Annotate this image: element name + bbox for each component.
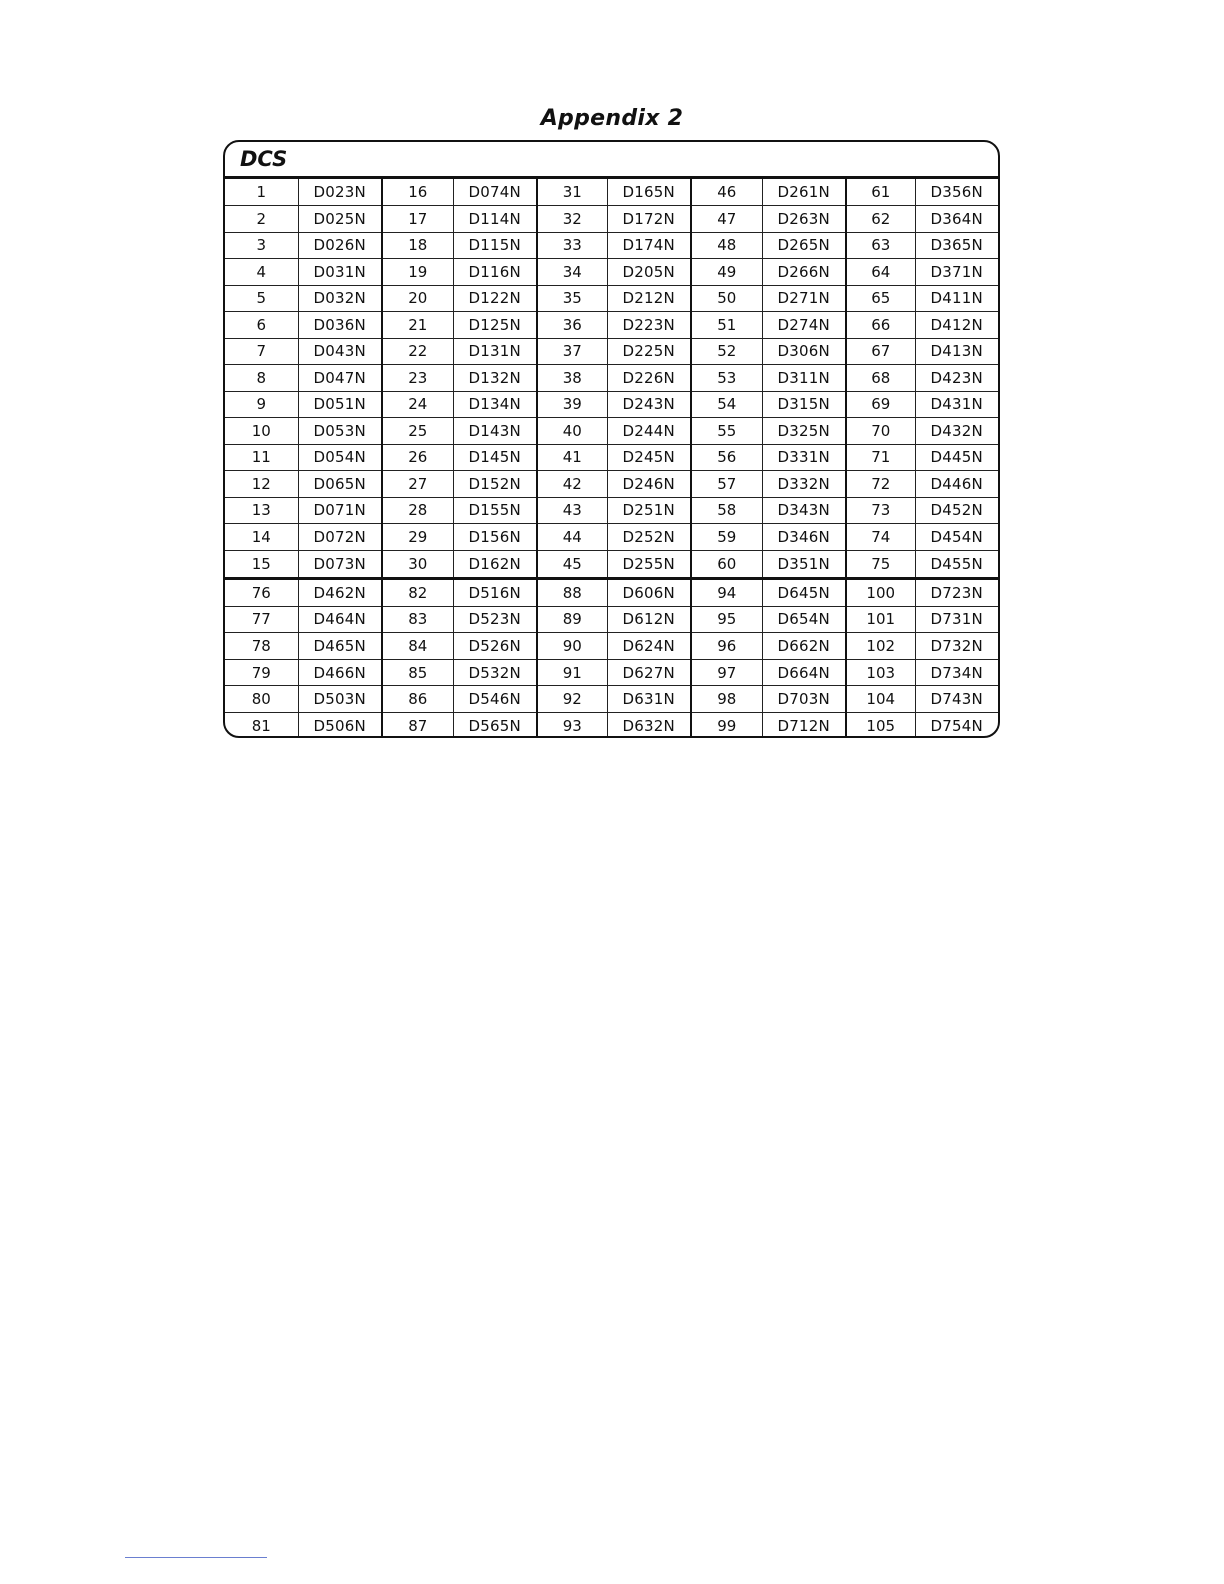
dcs-code-cell: D466N — [298, 659, 382, 686]
dcs-code-cell: D223N — [607, 312, 691, 339]
dcs-index-cell: 98 — [691, 686, 762, 713]
dcs-code-cell: D412N — [915, 312, 998, 339]
dcs-code-cell: D703N — [762, 686, 846, 713]
dcs-index-cell: 96 — [691, 633, 762, 660]
dcs-index-cell: 17 — [382, 206, 453, 233]
dcs-code-cell: D261N — [762, 179, 846, 206]
dcs-code-cell: D156N — [453, 524, 537, 551]
dcs-code-cell: D523N — [453, 606, 537, 633]
dcs-index-cell: 57 — [691, 471, 762, 498]
dcs-code-cell: D465N — [298, 633, 382, 660]
dcs-code-cell: D074N — [453, 179, 537, 206]
dcs-code-cell: D503N — [298, 686, 382, 713]
dcs-code-cell: D265N — [762, 232, 846, 259]
table-row — [225, 524, 998, 551]
dcs-index-cell: 35 — [537, 285, 607, 312]
dcs-index-cell: 7 — [225, 338, 298, 365]
dcs-code-cell: D662N — [762, 633, 846, 660]
dcs-index-cell: 1 — [225, 179, 298, 206]
dcs-index-cell: 83 — [382, 606, 453, 633]
dcs-code-cell: D263N — [762, 206, 846, 233]
table-row — [225, 712, 998, 738]
dcs-code-cell: D266N — [762, 259, 846, 286]
dcs-code-cell: D032N — [298, 285, 382, 312]
dcs-code-cell: D023N — [298, 179, 382, 206]
dcs-index-cell: 24 — [382, 391, 453, 418]
dcs-code-cell: D174N — [607, 232, 691, 259]
dcs-index-cell: 33 — [537, 232, 607, 259]
dcs-index-cell: 45 — [537, 550, 607, 577]
dcs-index-cell: 84 — [382, 633, 453, 660]
dcs-code-cell: D131N — [453, 338, 537, 365]
table-row — [225, 312, 998, 339]
dcs-code-cell: D454N — [915, 524, 998, 551]
dcs-code-cell: D734N — [915, 659, 998, 686]
dcs-index-cell: 38 — [537, 365, 607, 392]
dcs-index-cell: 104 — [846, 686, 915, 713]
dcs-index-cell: 6 — [225, 312, 298, 339]
table-row — [225, 606, 998, 633]
dcs-code-cell: D212N — [607, 285, 691, 312]
dcs-code-cell: D445N — [915, 444, 998, 471]
dcs-code-cell: D226N — [607, 365, 691, 392]
dcs-table-bottom — [225, 580, 998, 739]
dcs-index-cell: 55 — [691, 418, 762, 445]
dcs-code-cell: D631N — [607, 686, 691, 713]
dcs-index-cell: 18 — [382, 232, 453, 259]
dcs-code-cell: D455N — [930, 554, 983, 573]
dcs-code-cell: D654N — [762, 606, 846, 633]
dcs-index-cell: 81 — [225, 712, 298, 738]
dcs-index-cell: 46 — [691, 179, 762, 206]
dcs-index-cell: 3 — [225, 232, 298, 259]
dcs-code-cell: D464N — [298, 606, 382, 633]
dcs-index-cell: 9 — [225, 391, 298, 418]
dcs-index-cell: 40 — [537, 418, 607, 445]
dcs-index-cell: 56 — [691, 444, 762, 471]
dcs-code-cell: D145N — [453, 444, 537, 471]
dcs-code-cell: D051N — [298, 391, 382, 418]
dcs-code-cell: D506N — [298, 712, 382, 738]
dcs-index-cell: 73 — [846, 497, 915, 524]
dcs-index-cell: 77 — [225, 606, 298, 633]
dcs-index-cell: 66 — [846, 312, 915, 339]
dcs-index-cell: 67 — [846, 338, 915, 365]
dcs-code-cell: D271N — [762, 285, 846, 312]
dcs-code-cell: D162N — [453, 550, 537, 577]
table-row — [225, 206, 998, 233]
dcs-code-cell: D031N — [298, 259, 382, 286]
dcs-index-cell: 37 — [537, 338, 607, 365]
dcs-code-cell: D047N — [298, 365, 382, 392]
dcs-code-cell: D632N — [607, 712, 691, 738]
table-row — [225, 285, 998, 312]
table-row — [225, 497, 998, 524]
footnote-rule — [125, 1557, 267, 1558]
dcs-code-cell: D423N — [915, 365, 998, 392]
dcs-code-cell: D054N — [298, 444, 382, 471]
table-header-label: DCS — [240, 147, 288, 171]
dcs-code-cell: D172N — [607, 206, 691, 233]
dcs-index-cell: 32 — [537, 206, 607, 233]
dcs-code-cell: D274N — [762, 312, 846, 339]
table-row — [225, 365, 998, 392]
dcs-index-cell: 44 — [537, 524, 607, 551]
dcs-index-cell: 11 — [225, 444, 298, 471]
dcs-index-cell: 59 — [691, 524, 762, 551]
dcs-index-cell: 22 — [382, 338, 453, 365]
dcs-code-cell: D165N — [607, 179, 691, 206]
dcs-index-cell: 103 — [846, 659, 915, 686]
dcs-code-cell: D053N — [298, 418, 382, 445]
table-row — [225, 471, 998, 498]
dcs-code-cell: D152N — [453, 471, 537, 498]
dcs-index-cell: 60 — [691, 550, 762, 577]
dcs-code-cell: D143N — [453, 418, 537, 445]
dcs-index-cell: 99 — [691, 712, 762, 738]
dcs-code-cell: D411N — [915, 285, 998, 312]
dcs-index-cell: 4 — [225, 259, 298, 286]
dcs-index-cell: 90 — [537, 633, 607, 660]
dcs-index-cell: 23 — [382, 365, 453, 392]
dcs-code-cell: D225N — [607, 338, 691, 365]
dcs-index-cell: 20 — [382, 285, 453, 312]
dcs-index-cell: 53 — [691, 365, 762, 392]
dcs-index-cell: 76 — [225, 580, 298, 607]
table-header — [225, 142, 998, 179]
dcs-index-cell: 25 — [382, 418, 453, 445]
dcs-index-cell: 94 — [691, 580, 762, 607]
dcs-code-cell: D356N — [915, 179, 998, 206]
dcs-code-cell: D645N — [762, 580, 846, 607]
dcs-index-cell: 5 — [225, 285, 298, 312]
table-row — [225, 259, 998, 286]
dcs-code-cell: D624N — [607, 633, 691, 660]
dcs-code-cell: D627N — [607, 659, 691, 686]
table-row — [225, 633, 998, 660]
dcs-code-cell: D036N — [298, 312, 382, 339]
dcs-index-cell: 72 — [846, 471, 915, 498]
dcs-index-cell: 8 — [225, 365, 298, 392]
dcs-code-cell: D743N — [915, 686, 998, 713]
table-row — [225, 659, 998, 686]
dcs-code-cell: D346N — [762, 524, 846, 551]
dcs-index-cell: 54 — [691, 391, 762, 418]
dcs-code-cell: D155N — [453, 497, 537, 524]
dcs-index-cell: 41 — [537, 444, 607, 471]
dcs-code-cell: D245N — [607, 444, 691, 471]
dcs-code-cell: D452N — [915, 497, 998, 524]
dcs-code-cell: D132N — [453, 365, 537, 392]
dcs-code-cell: D364N — [915, 206, 998, 233]
dcs-index-cell: 12 — [225, 471, 298, 498]
dcs-code-cell: D315N — [762, 391, 846, 418]
dcs-code-cell: D255N — [607, 550, 691, 577]
dcs-code-cell: D244N — [607, 418, 691, 445]
dcs-code-cell: D754N — [930, 717, 983, 736]
dcs-index-cell: 92 — [537, 686, 607, 713]
dcs-index-cell: 50 — [691, 285, 762, 312]
dcs-index-cell: 21 — [382, 312, 453, 339]
dcs-code-cell: D664N — [762, 659, 846, 686]
dcs-code-cell: D332N — [762, 471, 846, 498]
table-row — [225, 391, 998, 418]
dcs-index-cell: 89 — [537, 606, 607, 633]
dcs-index-cell: 42 — [537, 471, 607, 498]
table-row — [225, 686, 998, 713]
table-row — [225, 338, 998, 365]
dcs-code-cell: D343N — [762, 497, 846, 524]
dcs-index-cell: 88 — [537, 580, 607, 607]
dcs-code-cell: D134N — [453, 391, 537, 418]
dcs-index-cell: 49 — [691, 259, 762, 286]
dcs-index-cell: 64 — [846, 259, 915, 286]
dcs-code-cell: D114N — [453, 206, 537, 233]
dcs-index-cell: 97 — [691, 659, 762, 686]
dcs-code-cell: D331N — [762, 444, 846, 471]
dcs-index-cell: 30 — [382, 550, 453, 577]
dcs-index-cell: 16 — [382, 179, 453, 206]
dcs-index-cell: 28 — [382, 497, 453, 524]
dcs-index-cell: 105 — [846, 712, 915, 738]
dcs-index-cell: 102 — [846, 633, 915, 660]
dcs-index-cell: 2 — [225, 206, 298, 233]
dcs-code-cell: D116N — [453, 259, 537, 286]
dcs-index-cell: 58 — [691, 497, 762, 524]
dcs-index-cell: 85 — [382, 659, 453, 686]
dcs-index-cell: 61 — [846, 179, 915, 206]
dcs-code-cell: D026N — [298, 232, 382, 259]
dcs-code-cell: D243N — [607, 391, 691, 418]
dcs-code-cell: D205N — [607, 259, 691, 286]
dcs-table — [223, 140, 1000, 738]
table-row — [225, 179, 998, 206]
dcs-index-cell: 13 — [225, 497, 298, 524]
dcs-index-cell: 36 — [537, 312, 607, 339]
dcs-index-cell: 48 — [691, 232, 762, 259]
dcs-index-cell: 82 — [382, 580, 453, 607]
dcs-index-cell: 71 — [846, 444, 915, 471]
dcs-code-cell: D606N — [607, 580, 691, 607]
dcs-code-cell: D413N — [915, 338, 998, 365]
table-row — [225, 232, 998, 259]
dcs-code-cell: D251N — [607, 497, 691, 524]
dcs-index-cell: 15 — [225, 550, 298, 577]
dcs-index-cell: 39 — [537, 391, 607, 418]
dcs-code-cell: D516N — [453, 580, 537, 607]
dcs-code-cell: D115N — [453, 232, 537, 259]
dcs-index-cell: 95 — [691, 606, 762, 633]
dcs-code-cell: D065N — [298, 471, 382, 498]
dcs-index-cell: 93 — [537, 712, 607, 738]
dcs-index-cell: 68 — [846, 365, 915, 392]
dcs-index-cell: 86 — [382, 686, 453, 713]
dcs-index-cell: 19 — [382, 259, 453, 286]
dcs-index-cell: 52 — [691, 338, 762, 365]
dcs-code-cell: D732N — [915, 633, 998, 660]
dcs-code-cell: D446N — [915, 471, 998, 498]
table-row — [225, 418, 998, 445]
table-row — [225, 550, 998, 577]
dcs-index-cell: 69 — [846, 391, 915, 418]
dcs-code-cell: D723N — [915, 580, 998, 607]
dcs-code-cell: D365N — [915, 232, 998, 259]
dcs-code-cell: D612N — [607, 606, 691, 633]
dcs-code-cell: D072N — [298, 524, 382, 551]
dcs-index-cell: 62 — [846, 206, 915, 233]
dcs-code-cell: D311N — [762, 365, 846, 392]
dcs-code-cell: D325N — [762, 418, 846, 445]
table-row — [225, 444, 998, 471]
dcs-code-cell: D526N — [453, 633, 537, 660]
dcs-code-cell: D071N — [298, 497, 382, 524]
dcs-index-cell: 27 — [382, 471, 453, 498]
dcs-code-cell: D431N — [915, 391, 998, 418]
dcs-index-cell: 29 — [382, 524, 453, 551]
dcs-index-cell: 47 — [691, 206, 762, 233]
dcs-code-cell: D306N — [762, 338, 846, 365]
dcs-code-cell: D125N — [453, 312, 537, 339]
dcs-index-cell: 91 — [537, 659, 607, 686]
dcs-index-cell: 80 — [225, 686, 298, 713]
dcs-code-cell: D712N — [762, 712, 846, 738]
dcs-code-cell: D252N — [607, 524, 691, 551]
dcs-table-top — [225, 179, 998, 577]
dcs-index-cell: 79 — [225, 659, 298, 686]
dcs-code-cell: D432N — [915, 418, 998, 445]
dcs-index-cell: 31 — [537, 179, 607, 206]
dcs-code-cell: D565N — [453, 712, 537, 738]
dcs-code-cell: D731N — [915, 606, 998, 633]
dcs-index-cell: 10 — [225, 418, 298, 445]
dcs-code-cell: D122N — [453, 285, 537, 312]
dcs-index-cell: 74 — [846, 524, 915, 551]
dcs-index-cell: 34 — [537, 259, 607, 286]
dcs-code-cell: D532N — [453, 659, 537, 686]
dcs-index-cell: 51 — [691, 312, 762, 339]
dcs-code-cell: D246N — [607, 471, 691, 498]
dcs-index-cell: 65 — [846, 285, 915, 312]
dcs-index-cell: 100 — [846, 580, 915, 607]
dcs-index-cell: 101 — [846, 606, 915, 633]
dcs-code-cell: D025N — [298, 206, 382, 233]
dcs-index-cell: 75 — [846, 550, 915, 577]
table-row — [225, 580, 998, 607]
dcs-code-cell: D351N — [762, 550, 846, 577]
dcs-index-cell: 63 — [846, 232, 915, 259]
dcs-code-cell: D546N — [453, 686, 537, 713]
dcs-index-cell: 78 — [225, 633, 298, 660]
dcs-index-cell: 26 — [382, 444, 453, 471]
dcs-code-cell: D371N — [915, 259, 998, 286]
dcs-index-cell: 43 — [537, 497, 607, 524]
page-title: Appendix 2 — [540, 106, 684, 131]
dcs-index-cell: 87 — [382, 712, 453, 738]
dcs-code-cell: D462N — [298, 580, 382, 607]
dcs-code-cell: D073N — [298, 550, 382, 577]
dcs-index-cell: 14 — [225, 524, 298, 551]
dcs-code-cell: D043N — [298, 338, 382, 365]
dcs-index-cell: 70 — [846, 418, 915, 445]
